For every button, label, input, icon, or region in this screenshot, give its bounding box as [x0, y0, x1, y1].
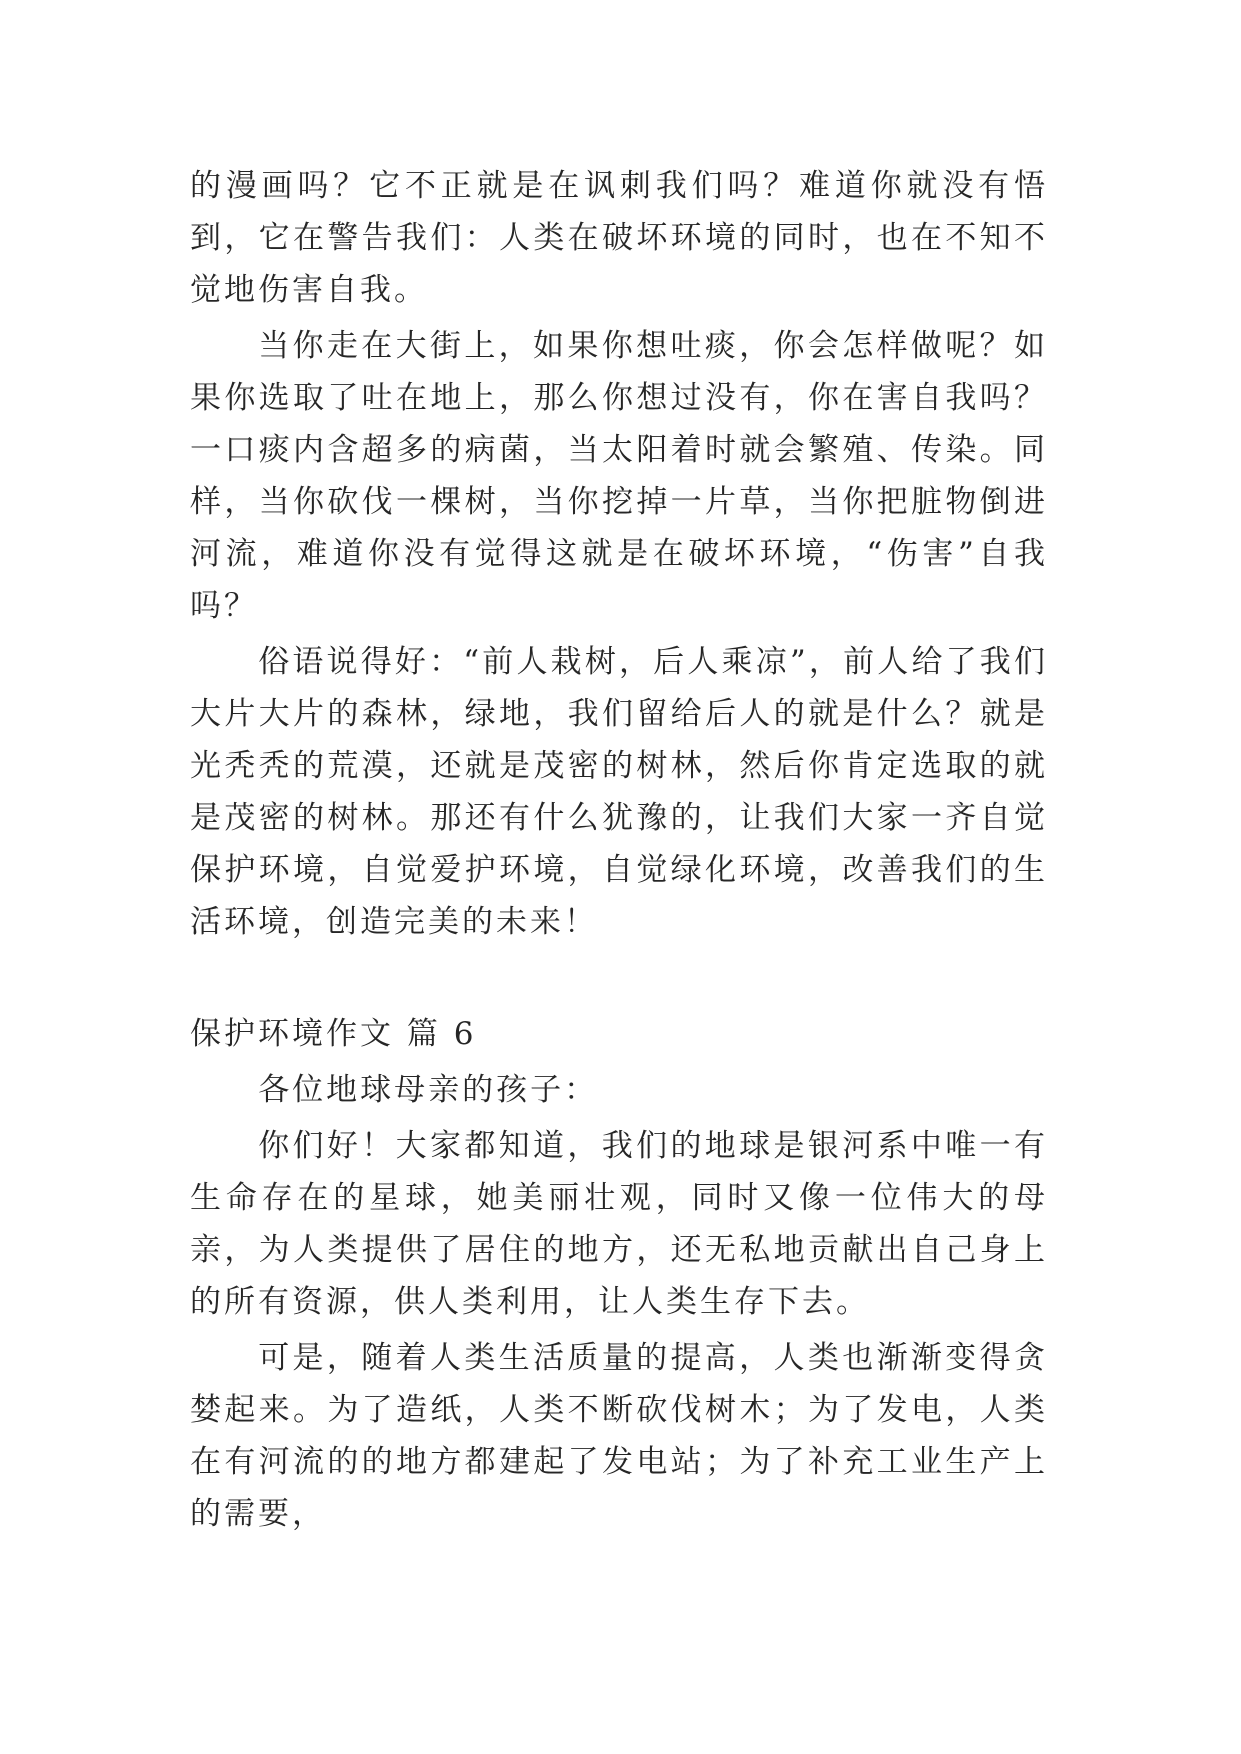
paragraph: 俗语说得好：“前人栽树，后人乘凉”，前人给了我们大片大片的森林，绿地，我们留给后人的就是什么？就是光秃秃的荒漠，还就是茂密的树林，然后你肯定选取的就是茂密的树林。那还有什么犹豫的，让我们大家一齐自觉保护环境，自觉爱护环境，自觉绿化环境，改善我们的生活环境，创造完美的未来！	[190, 644, 1048, 940]
section-heading: 保护环境作文 篇 6	[190, 1016, 477, 1052]
document-body	[190, 160, 1048, 1544]
paragraph: 的漫画吗？它不正就是在讽刺我们吗？难道你就没有悟到，它在警告我们：人类在破坏环境的同时，也在不知不觉地伤害自我。	[190, 168, 1048, 308]
paragraph: 当你走在大街上，如果你想吐痰，你会怎样做呢？如果你选取了吐在地上，那么你想过没有，你在害自我吗？一口痰内含超多的病菌，当太阳着时就会繁殖、传染。同样，当你砍伐一棵树，当你挖掉一片草，当你把脏物倒进河流，难道你没有觉得这就是在破坏环境，“伤害”自我吗？	[190, 328, 1048, 624]
paragraph: 可是，随着人类生活质量的提高，人类也渐渐变得贪婪起来。为了造纸，人类不断砍伐树木；为了发电，人类在有河流的的地方都建起了发电站；为了补充工业生产上的需要，	[190, 1340, 1048, 1532]
paragraph: 你们好！大家都知道，我们的地球是银河系中唯一有生命存在的星球，她美丽壮观，同时又像一位伟大的母亲，为人类提供了居住的地方，还无私地贡献出自己身上的所有资源，供人类利用，让人类生存下去。	[190, 1128, 1048, 1320]
paragraph: 各位地球母亲的孩子：	[258, 1072, 599, 1108]
